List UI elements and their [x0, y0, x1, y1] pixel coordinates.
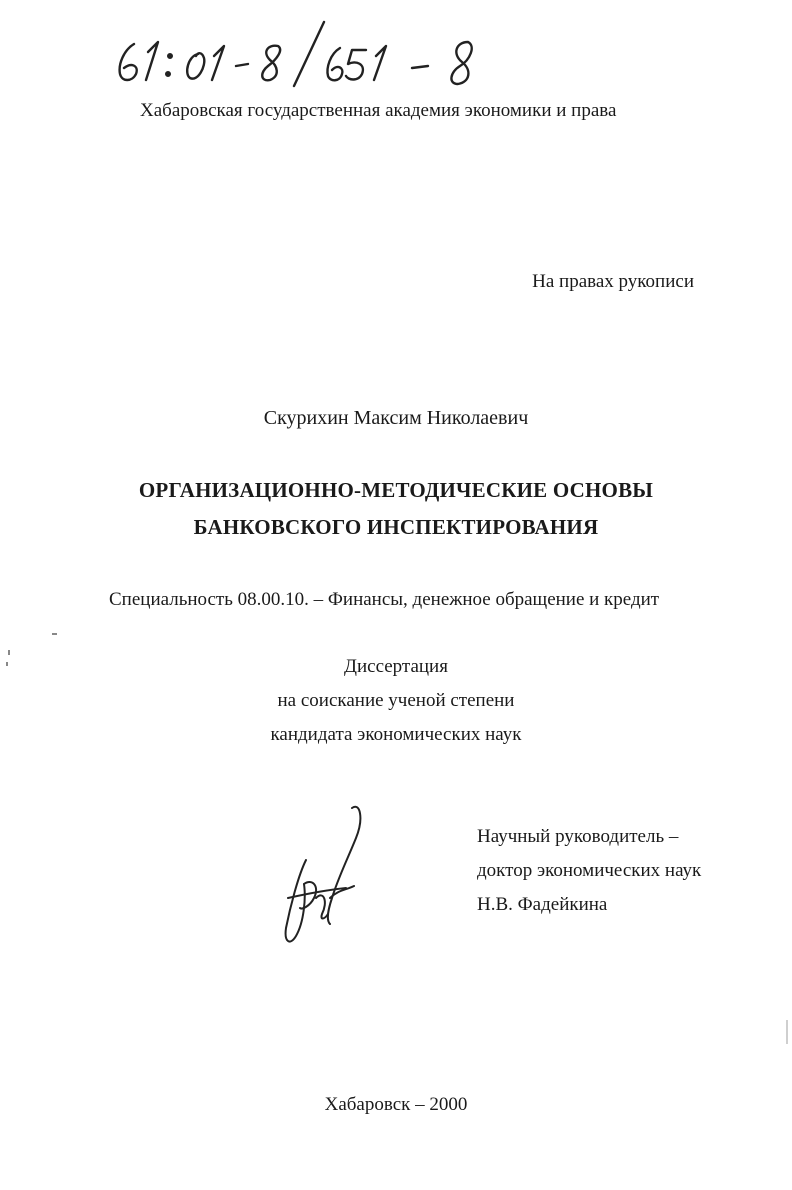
dissertation-label: Диссертация [344, 656, 448, 677]
supervisor-name: Н.В. Фадейкина [477, 894, 608, 915]
degree-name-line: кандидата экономических наук [270, 724, 522, 745]
dissertation-title-line-1: ОРГАНИЗАЦИОННО-МЕТОДИЧЕСКИЕ ОСНОВЫ [138, 478, 654, 502]
degree-purpose-line: на соискание ученой степени [277, 690, 515, 711]
scan-speck [6, 662, 8, 666]
supervisor-degree: доктор экономических наук [477, 860, 702, 881]
signature-icon [276, 798, 372, 958]
author-name: Скурихин Максим Николаевич [263, 407, 529, 429]
scan-speck [52, 633, 57, 635]
city-and-year: Хабаровск – 2000 [324, 1094, 468, 1115]
scan-speck [8, 650, 10, 655]
institution-name: Хабаровская государственная академия экономики и права [140, 100, 617, 121]
handwritten-archive-code [112, 14, 512, 94]
specialty-line: Специальность 08.00.10. – Финансы, денежное обращение и кредит [109, 589, 660, 610]
dissertation-title-line-2: БАНКОВСКОГО ИНСПЕКТИРОВАНИЯ [193, 515, 599, 539]
scan-speck [786, 1020, 788, 1044]
manuscript-note: На правах рукописи [532, 271, 694, 292]
supervisor-label: Научный руководитель – [477, 826, 679, 847]
